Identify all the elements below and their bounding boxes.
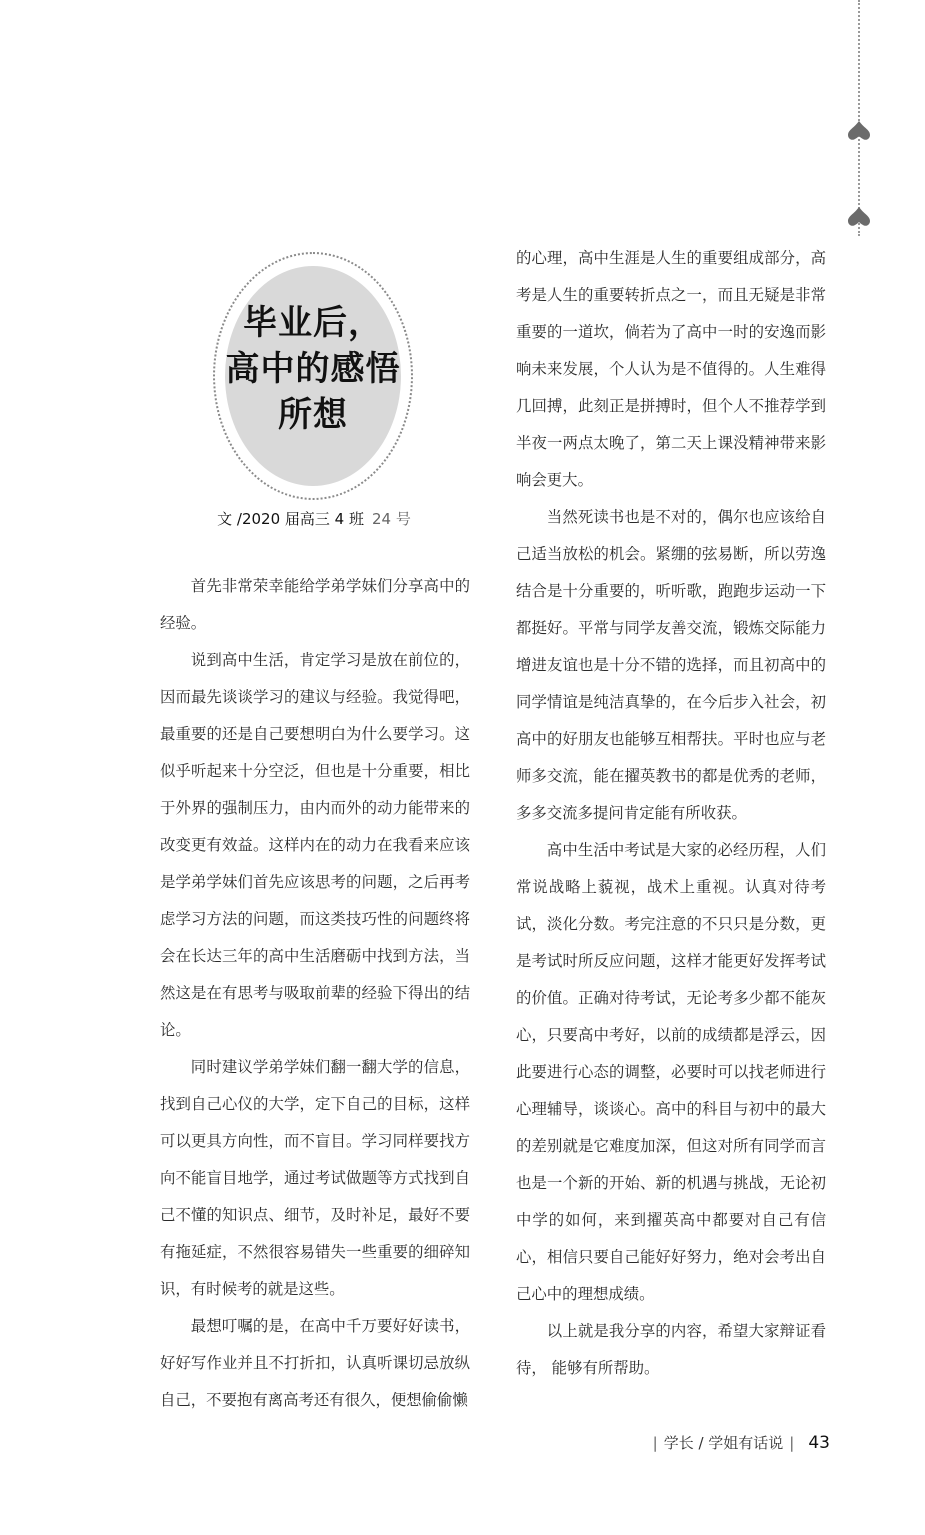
paragraph-continued: 的心理，高中生涯是人生的重要组成部分，高考是人生的重要转折点之一，而且无疑是非常重要的一道坎，倘若为了高中一时的安逸而影响未来发展，个人认为是不值得的。人生难得几回搏，此刻正是拼搏时，但个人不推荐学到半夜一两点太晚了，第二天上课没精神带来影响会更大。 xyxy=(516,249,826,489)
paragraph: 高中生活中考试是大家的必经历程，人们常说战略上藐视，战术上重视。认真对待考试，淡化分数。考完注意的不只只是分数，更是考试时所反应问题，这样才能更好发挥考试的价值。正确对待考试，无论考多少都不能灰心，只要高中考好，以前的成绩都是浮云，因此要进行心态的调整，必要时可以找老师进行心理辅导，谈谈心。高中的科目与初中的最大的差别就是它难度加深，但这对所有同学而言也是一个新的开始、新的机遇与挑战，无论初中学的如何，来到擢英高中都要对自己有信心，相信只要自己能好好努力，绝对会考出自己心中的理想成绩。 xyxy=(516,841,826,1303)
right-column xyxy=(516,240,826,1387)
page-footer xyxy=(630,1432,830,1453)
paragraph: 首先非常荣幸能给学弟学妹们分享高中的经验。 xyxy=(160,577,470,632)
byline xyxy=(160,508,468,529)
paragraph: 以上就是我分享的内容，希望大家辩证看待， 能够有所帮助。 xyxy=(516,1322,826,1377)
page-number: 43 xyxy=(808,1433,830,1453)
footer-divider: | xyxy=(789,1434,795,1452)
left-column xyxy=(160,568,470,1419)
paragraph: 同时建议学弟学妹们翻一翻大学的信息，找到自己心仪的大学，定下自己的目标，这样可以更具方向性，而不盲目。学习同样要找方向不能盲目地学，通过考试做题等方式找到自己不懂的知识点、细节，及时补足，最好不要有拖延症，不然很容易错失一些重要的细碎知识，有时候考的就是这些。 xyxy=(160,1058,470,1298)
paragraph: 最想叮嘱的是，在高中千万要好好读书，好好写作业并且不打折扣，认真听课切忌放纵自己，不要抱有离高考还有很久，便想偷偷懒 xyxy=(160,1317,470,1409)
footer-section: 学长 / 学姐有话说 xyxy=(663,1434,784,1452)
article-title xyxy=(213,300,413,438)
paragraph: 说到高中生活，肯定学习是放在前位的，因而最先谈谈学习的建议与经验。我觉得吧，最重要的还是自己要想明白为什么要学习。这似乎听起来十分空泛，但也是十分重要，相比于外界的强制压力，由内而外的动力能带来的改变更有效益。这样内在的动力在我看来应该是学弟学妹们首先应该思考的问题，之后再考虑学习方法的问题，而这类技巧性的问题终将会在长达三年的高中生活磨砺中找到方法，当然这是在有思考与吸取前辈的经验下得出的结论。 xyxy=(160,651,470,1039)
title-line-3: 所想 xyxy=(278,395,348,435)
title-line-2: 高中的感悟 xyxy=(225,349,401,389)
footer-divider: | xyxy=(652,1434,658,1452)
heart-icon xyxy=(845,118,873,146)
title-line-1: 毕业后， xyxy=(243,303,383,343)
paragraph: 当然死读书也是不对的，偶尔也应该给自己适当放松的机会。紧绷的弦易断，所以劳逸结合是十分重要的，听听歌，跑跑步运动一下都挺好。平常与同学友善交流，锻炼交际能力增进友谊也是十分不错的选择，而且初高中的同学情谊是纯洁真挚的，在今后步入社会，初高中的好朋友也能够互相帮扶。平时也应与老师多交流，能在擢英教书的都是优秀的老师，多多交流多提问肯定能有所收获。 xyxy=(516,508,826,822)
byline-number: 24 号 xyxy=(372,510,411,528)
heart-icon xyxy=(845,204,873,232)
byline-author: 文 /2020 届高三 4 班 xyxy=(217,510,364,528)
